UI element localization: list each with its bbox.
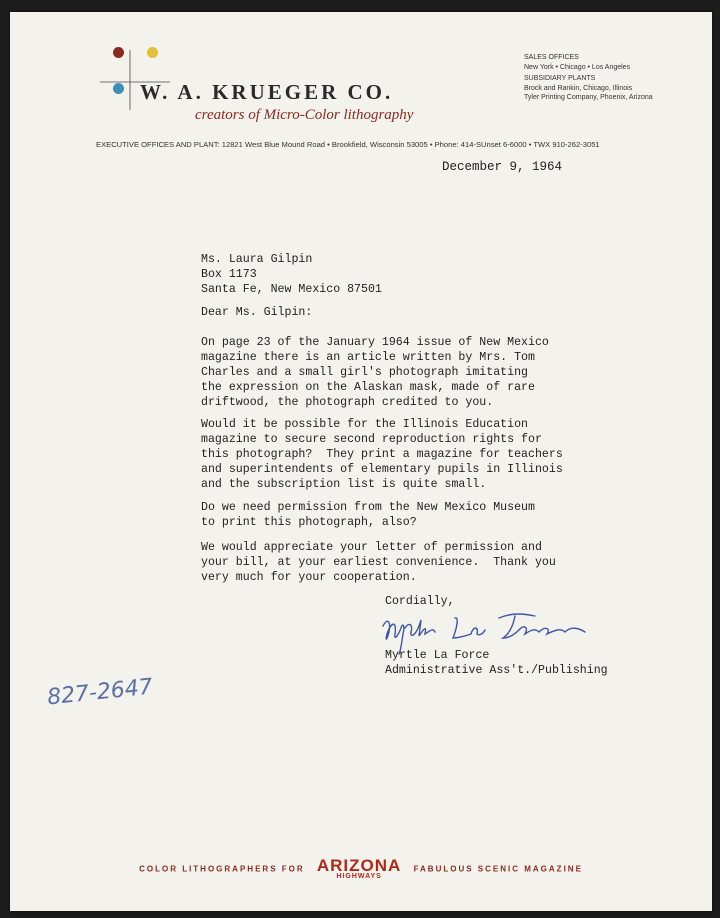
company-tagline: creators of Micro-Color lithography [195,107,414,123]
handwritten-phone-number: 827-2647 [45,674,154,711]
closing: Cordially, [385,595,455,608]
subsidiary-heading: SUBSIDIARY PLANTS [524,75,596,82]
highways-logo-text: HIGHWAYS [336,873,382,880]
arizona-logo-text: ARIZONA [316,856,402,875]
subsidiary-1: Brock and Rankin, Chicago, Illinois [524,84,633,92]
arizona-highways-logo [317,858,401,881]
logo-dot-red [113,47,124,58]
signer-name: Myrtle La Force [385,649,490,662]
footer-line [10,858,712,881]
logo-dot-blue [113,83,124,94]
sales-heading: SALES OFFICES [524,54,579,61]
letter-date: December 9, 1964 [442,160,563,174]
letter-sheet [10,12,712,911]
paragraph-1: On page 23 of the January 1964 issue of New Mexico magazine there is an article written by Mrs. Tom Charles and a small girl's photograph imitating the expression on the Alaskan mask, made of rare driftwood, the photograph credited to you. [201,336,549,409]
sales-cities: New York • Chicago • Los Angeles [524,63,631,71]
executive-offices-line: EXECUTIVE OFFICES AND PLANT: 12821 West Blue Mound Road • Brookfield, Wisconsin 53005 • Phone: 414-SUnset 6-6000 • TWX 910-262-3051 [96,140,600,149]
salutation: Dear Ms. Gilpin: [201,306,313,319]
company-name: W. A. KRUEGER CO. [140,80,394,104]
paragraph-3: Do we need permission from the New Mexico Museum to print this photograph, also? [201,501,535,529]
footer-left-text: COLOR LITHOGRAPHERS FOR [139,864,305,874]
paragraph-2: Would it be possible for the Illinois Education magazine to secure second reproduction rights for this photograph? They print a magazine for teachers and superintendents of elementary pupils in Illinois and the subscription list is quite small. [201,418,563,491]
logo-dot-yellow [147,47,158,58]
signer-title: Administrative Ass't./Publishing [385,664,608,677]
paragraph-4: We would appreciate your letter of permission and your bill, at your earliest convenience. Thank you very much for your cooperation. [201,541,556,584]
footer-right-text: FABULOUS SCENIC MAGAZINE [413,864,583,874]
office-info [524,53,653,103]
subsidiary-2: Tyler Printing Company, Phoenix, Arizona [524,94,653,101]
recipient-address: Ms. Laura Gilpin Box 1173 Santa Fe, New Mexico 87501 [201,253,382,296]
